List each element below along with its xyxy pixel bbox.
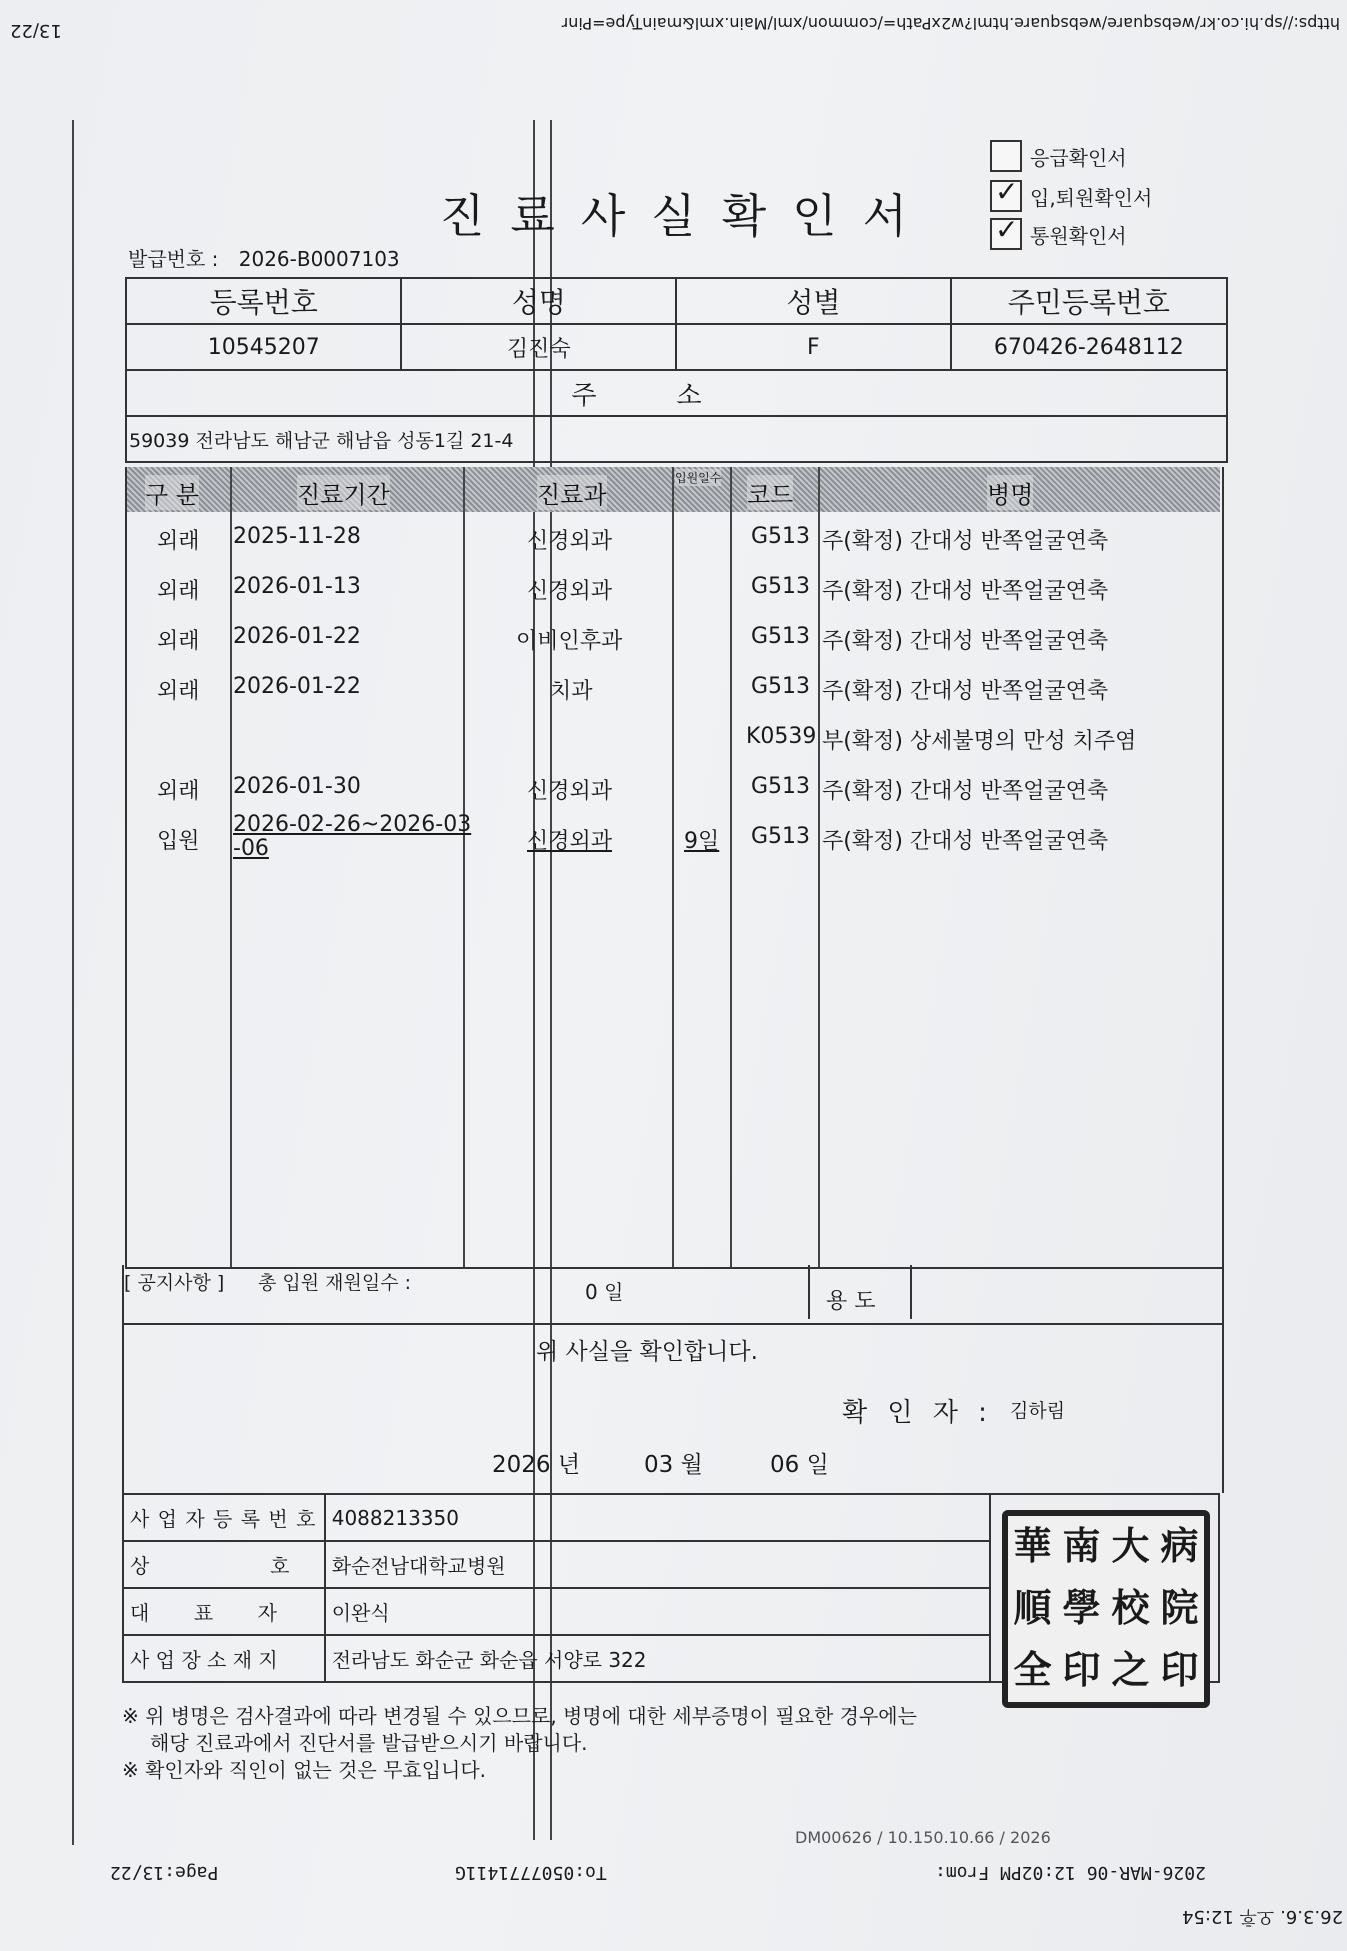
checkbox-label: 응급확인서 bbox=[1030, 145, 1127, 170]
total-days-label: 총 입원 재원일수 : bbox=[258, 1272, 411, 1294]
checkbox-outpatient bbox=[990, 213, 1127, 250]
col-header-dept: 진료과 bbox=[537, 475, 607, 510]
issue-number bbox=[128, 243, 400, 272]
biz-value: 4088213350 bbox=[325, 1494, 990, 1541]
issue-value: 2026-B0007103 bbox=[238, 247, 400, 271]
row-diagnosis: 주(확정) 간대성 반쪽얼굴연축 bbox=[822, 529, 1109, 554]
checkbox-icon bbox=[990, 213, 1022, 250]
row-code: K0539 bbox=[746, 724, 817, 749]
fax-date: 2026-MAR-06 12:02PM From: bbox=[935, 1862, 1206, 1883]
col-header-diagnosis: 병명 bbox=[987, 475, 1033, 510]
confirmer-label: 확 인 자 : bbox=[842, 1398, 993, 1428]
row-dept: 신경외과 bbox=[527, 829, 613, 854]
row-diagnosis: 주(확정) 간대성 반쪽얼굴연축 bbox=[822, 629, 1109, 654]
row-code: G513 bbox=[751, 674, 811, 699]
row-diagnosis: 주(확정) 간대성 반쪽얼굴연축 bbox=[822, 779, 1109, 804]
column-divider bbox=[818, 467, 820, 1267]
note-line: ※ 위 병명은 검사결과에 따라 변경될 수 있으므로, 병명에 대한 세부증명이 필요한 경우에는 bbox=[122, 1704, 917, 1728]
row-diagnosis: 주(확정) 간대성 반쪽얼굴연축 bbox=[822, 829, 1109, 854]
reg-no: 10545207 bbox=[126, 324, 401, 370]
header-name: 성명 bbox=[401, 278, 676, 324]
official-seal-icon: 華 南 大 病 順 學 校 院 全 印 之 印 bbox=[1002, 1510, 1210, 1708]
address-title: 주소 bbox=[126, 370, 1227, 416]
biz-value: 이완식 bbox=[325, 1588, 990, 1635]
checkbox-label: 통원확인서 bbox=[1030, 223, 1127, 248]
top-page-counter: 13/22 bbox=[10, 20, 62, 41]
note-line: ※ 확인자와 직인이 없는 것은 무효입니다. bbox=[122, 1758, 487, 1782]
row-dept: 신경외과 bbox=[527, 529, 613, 554]
address: 59039 전라남도 해남군 해남읍 성동1길 21-4 bbox=[126, 416, 1227, 462]
row-period: 2026-01-30 bbox=[233, 774, 361, 799]
confirm-day: 06 일 bbox=[770, 1452, 829, 1478]
checkbox-icon bbox=[990, 175, 1022, 212]
issue-label: 발급번호 : bbox=[128, 247, 219, 271]
row-diagnosis: 주(확정) 간대성 반쪽얼굴연축 bbox=[822, 579, 1109, 604]
biz-label: 사 업 장 소 재 지 bbox=[123, 1635, 325, 1682]
row-period-cont: -06 bbox=[233, 836, 269, 861]
row-dept: 이비인후과 bbox=[516, 629, 623, 654]
row-period: 2026-01-13 bbox=[233, 574, 361, 599]
column-divider bbox=[463, 467, 465, 1267]
row-code: G513 bbox=[751, 824, 811, 849]
row-code: G513 bbox=[751, 774, 811, 799]
biz-label: 대 표 자 bbox=[123, 1588, 325, 1635]
resident-no: 670426-2648112 bbox=[951, 324, 1227, 370]
row-period: 2025-11-28 bbox=[233, 524, 361, 549]
notice-label: [ 공지사항 ] bbox=[124, 1272, 225, 1294]
patient-name: 김진숙 bbox=[401, 324, 676, 370]
checkbox-admission bbox=[990, 175, 1153, 212]
column-divider bbox=[672, 467, 674, 1267]
confirmer-name: 김하림 bbox=[1010, 1400, 1066, 1422]
dm-code: DM00626 / 10.150.10.66 / 2026 bbox=[795, 1828, 1051, 1847]
row-period: 2026-01-22 bbox=[233, 624, 361, 649]
column-divider bbox=[730, 467, 732, 1267]
row-code: G513 bbox=[751, 574, 811, 599]
row-days: 9일 bbox=[684, 829, 720, 854]
patient-table bbox=[125, 277, 1228, 463]
row-diagnosis: 부(확정) 상세불명의 만성 치주염 bbox=[822, 729, 1137, 754]
col-header-type: 구 분 bbox=[145, 475, 199, 510]
row-type: 외래 bbox=[157, 779, 200, 804]
confirm-year: 2026 년 bbox=[492, 1452, 581, 1478]
row-type: 외래 bbox=[157, 579, 200, 604]
row-code: G513 bbox=[751, 524, 811, 549]
confirm-statement: 위 사실을 확인합니다. bbox=[536, 1339, 758, 1365]
checkmark-icon: ✓ bbox=[995, 175, 1019, 208]
column-divider bbox=[230, 467, 232, 1267]
print-time: 26.3.6. 오후 12:54 bbox=[1182, 1906, 1344, 1927]
row-type: 외래 bbox=[157, 679, 200, 704]
row-period: 2026-01-22 bbox=[233, 674, 361, 699]
biz-value: 전라남도 화순군 화순읍 서양로 322 bbox=[325, 1635, 990, 1682]
usage-label: 용 도 bbox=[826, 1289, 876, 1314]
printed-url: https://sp.hi.co.kr/websquare/websquare.html?w2xPath=/common/xml/Main.xml&mainType=Pinr bbox=[561, 14, 1340, 33]
fax-to: To:0507771411G bbox=[455, 1862, 607, 1883]
row-diagnosis: 주(확정) 간대성 반쪽얼굴연축 bbox=[822, 679, 1109, 704]
document-title: 진료사실확인서 bbox=[440, 189, 934, 243]
biz-value: 화순전남대학교병원 bbox=[325, 1541, 990, 1588]
row-dept: 치과 bbox=[550, 679, 593, 704]
header-sex: 성별 bbox=[676, 278, 951, 324]
patient-sex: F bbox=[676, 324, 951, 370]
checkbox-label: 입,퇴원확인서 bbox=[1030, 185, 1153, 210]
row-type: 외래 bbox=[157, 629, 200, 654]
confirm-month: 03 월 bbox=[644, 1452, 703, 1478]
checkbox-icon bbox=[990, 140, 1022, 172]
biz-label: 상 호 bbox=[123, 1541, 325, 1588]
total-days-value: 0 일 bbox=[585, 1280, 624, 1304]
col-header-days: 입원일수 bbox=[675, 471, 722, 485]
records-header bbox=[127, 467, 1220, 512]
note-line: 해당 진료과에서 진단서를 발급받으시기 바랍니다. bbox=[150, 1731, 588, 1755]
row-dept: 신경외과 bbox=[527, 579, 613, 604]
row-dept: 신경외과 bbox=[527, 779, 613, 804]
biz-label: 사 업 자 등 록 번 호 bbox=[123, 1494, 325, 1541]
left-margin-line bbox=[72, 120, 74, 1845]
col-header-code: 코드 bbox=[747, 475, 793, 510]
row-type: 입원 bbox=[157, 829, 200, 854]
fax-page: Page:13/22 bbox=[110, 1862, 219, 1883]
row-period: 2026-02-26~2026-03 bbox=[233, 812, 472, 837]
header-resident-no: 주민등록번호 bbox=[951, 278, 1227, 324]
checkbox-emergency bbox=[990, 140, 1127, 172]
col-header-period: 진료기간 bbox=[297, 475, 390, 510]
row-code: G513 bbox=[751, 624, 811, 649]
row-type: 외래 bbox=[157, 529, 200, 554]
header-reg-no: 등록번호 bbox=[126, 278, 401, 324]
checkmark-icon: ✓ bbox=[995, 213, 1019, 246]
